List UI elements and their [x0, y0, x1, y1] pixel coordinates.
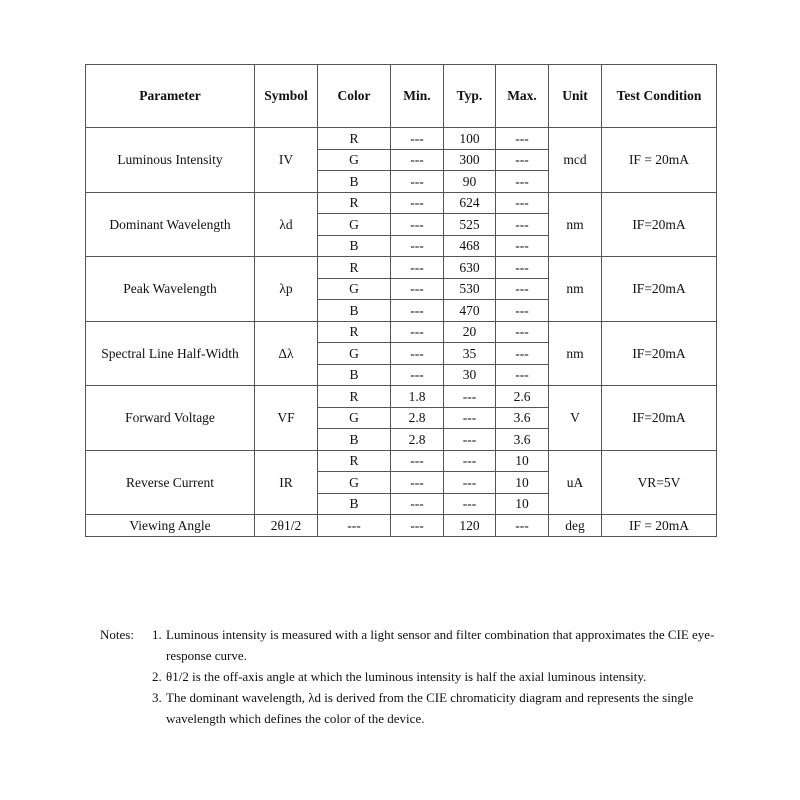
header-typ: Typ.	[444, 65, 496, 128]
min-cell: ---	[391, 472, 444, 494]
typ-cell: ---	[444, 386, 496, 408]
max-cell: ---	[496, 235, 549, 257]
notes-prefix: Notes:	[100, 627, 134, 642]
max-cell: ---	[496, 149, 549, 171]
typ-cell: 90	[444, 171, 496, 193]
note-text: Luminous intensity is measured with a light sensor and filter combination that approximates the CIE eye-response curve.	[166, 627, 715, 663]
parameter-cell: Reverse Current	[86, 450, 255, 515]
parameter-cell: Viewing Angle	[86, 515, 255, 537]
min-cell: 2.8	[391, 429, 444, 451]
symbol-cell: VF	[255, 386, 318, 451]
max-cell: 10	[496, 493, 549, 515]
unit-cell: mcd	[549, 128, 602, 193]
notes	[100, 624, 720, 729]
min-cell: ---	[391, 235, 444, 257]
min-cell: 1.8	[391, 386, 444, 408]
color-cell: G	[318, 472, 391, 494]
test-condition-cell: IF=20mA	[602, 192, 717, 257]
color-cell: B	[318, 493, 391, 515]
table-row	[86, 257, 717, 279]
header-min: Min.	[391, 65, 444, 128]
color-cell: B	[318, 300, 391, 322]
min-cell: ---	[391, 300, 444, 322]
min-cell: ---	[391, 171, 444, 193]
symbol-cell: IR	[255, 450, 318, 515]
max-cell: ---	[496, 300, 549, 322]
typ-cell: 120	[444, 515, 496, 537]
table-row	[86, 321, 717, 343]
color-cell: G	[318, 407, 391, 429]
max-cell: ---	[496, 364, 549, 386]
color-cell: G	[318, 343, 391, 365]
max-cell: 3.6	[496, 429, 549, 451]
header-max: Max.	[496, 65, 549, 128]
typ-cell: 630	[444, 257, 496, 279]
min-cell: ---	[391, 364, 444, 386]
unit-cell: uA	[549, 450, 602, 515]
note-text: θ1/2 is the off-axis angle at which the luminous intensity is half the axial luminous intensity.	[166, 669, 647, 684]
typ-cell: 624	[444, 192, 496, 214]
typ-cell: 30	[444, 364, 496, 386]
unit-cell: nm	[549, 192, 602, 257]
color-cell: G	[318, 278, 391, 300]
spec-table	[85, 64, 717, 537]
typ-cell: ---	[444, 472, 496, 494]
header-color: Color	[318, 65, 391, 128]
max-cell: ---	[496, 257, 549, 279]
table-row	[86, 386, 717, 408]
spec-table-body	[86, 128, 717, 537]
symbol-cell: IV	[255, 128, 318, 193]
color-cell: B	[318, 171, 391, 193]
min-cell: ---	[391, 128, 444, 150]
note-number: 3.	[152, 690, 162, 705]
typ-cell: ---	[444, 407, 496, 429]
typ-cell: 525	[444, 214, 496, 236]
min-cell: ---	[391, 515, 444, 537]
color-cell: R	[318, 450, 391, 472]
header-unit: Unit	[549, 65, 602, 128]
min-cell: ---	[391, 257, 444, 279]
parameter-cell: Forward Voltage	[86, 386, 255, 451]
color-cell: R	[318, 257, 391, 279]
note-number: 1.	[152, 627, 162, 642]
max-cell: ---	[496, 321, 549, 343]
unit-cell: deg	[549, 515, 602, 537]
table-row	[86, 192, 717, 214]
note-item	[100, 624, 720, 666]
test-condition-cell: IF=20mA	[602, 386, 717, 451]
table-row	[86, 128, 717, 150]
parameter-cell: Dominant Wavelength	[86, 192, 255, 257]
parameter-cell: Luminous Intensity	[86, 128, 255, 193]
unit-cell: nm	[549, 321, 602, 386]
unit-cell: V	[549, 386, 602, 451]
symbol-cell: Δλ	[255, 321, 318, 386]
min-cell: ---	[391, 149, 444, 171]
max-cell: ---	[496, 192, 549, 214]
min-cell: ---	[391, 343, 444, 365]
test-condition-cell: IF=20mA	[602, 321, 717, 386]
color-cell: R	[318, 321, 391, 343]
max-cell: ---	[496, 278, 549, 300]
typ-cell: 300	[444, 149, 496, 171]
color-cell: G	[318, 149, 391, 171]
parameter-cell: Spectral Line Half-Width	[86, 321, 255, 386]
test-condition-cell: IF = 20mA	[602, 128, 717, 193]
typ-cell: 468	[444, 235, 496, 257]
min-cell: ---	[391, 192, 444, 214]
color-cell: B	[318, 429, 391, 451]
max-cell: ---	[496, 214, 549, 236]
header-test-condition: Test Condition	[602, 65, 717, 128]
color-cell: R	[318, 128, 391, 150]
header-parameter: Parameter	[86, 65, 255, 128]
test-condition-cell: IF = 20mA	[602, 515, 717, 537]
typ-cell: ---	[444, 429, 496, 451]
symbol-cell: 2θ1/2	[255, 515, 318, 537]
color-cell: G	[318, 214, 391, 236]
max-cell: 3.6	[496, 407, 549, 429]
typ-cell: ---	[444, 493, 496, 515]
min-cell: ---	[391, 321, 444, 343]
max-cell: ---	[496, 515, 549, 537]
parameter-cell: Peak Wavelength	[86, 257, 255, 322]
min-cell: ---	[391, 278, 444, 300]
min-cell: 2.8	[391, 407, 444, 429]
test-condition-cell: IF=20mA	[602, 257, 717, 322]
max-cell: 10	[496, 472, 549, 494]
color-cell: R	[318, 386, 391, 408]
header-symbol: Symbol	[255, 65, 318, 128]
viewing-angle-row	[86, 515, 717, 537]
note-number: 2.	[152, 669, 162, 684]
symbol-cell: λd	[255, 192, 318, 257]
table-row	[86, 450, 717, 472]
test-condition-cell: VR=5V	[602, 450, 717, 515]
symbol-cell: λp	[255, 257, 318, 322]
typ-cell: 35	[444, 343, 496, 365]
typ-cell: ---	[444, 450, 496, 472]
note-item	[100, 687, 720, 729]
note-item	[100, 666, 720, 687]
note-text: The dominant wavelength, λd is derived from the CIE chromaticity diagram and represents the single wavelength which defines the color of the device.	[166, 690, 694, 726]
typ-cell: 470	[444, 300, 496, 322]
color-cell: B	[318, 235, 391, 257]
color-cell: ---	[318, 515, 391, 537]
max-cell: ---	[496, 128, 549, 150]
min-cell: ---	[391, 450, 444, 472]
typ-cell: 20	[444, 321, 496, 343]
unit-cell: nm	[549, 257, 602, 322]
max-cell: 2.6	[496, 386, 549, 408]
max-cell: ---	[496, 343, 549, 365]
typ-cell: 530	[444, 278, 496, 300]
max-cell: ---	[496, 171, 549, 193]
min-cell: ---	[391, 493, 444, 515]
header-row	[86, 65, 717, 128]
typ-cell: 100	[444, 128, 496, 150]
color-cell: R	[318, 192, 391, 214]
max-cell: 10	[496, 450, 549, 472]
color-cell: B	[318, 364, 391, 386]
min-cell: ---	[391, 214, 444, 236]
